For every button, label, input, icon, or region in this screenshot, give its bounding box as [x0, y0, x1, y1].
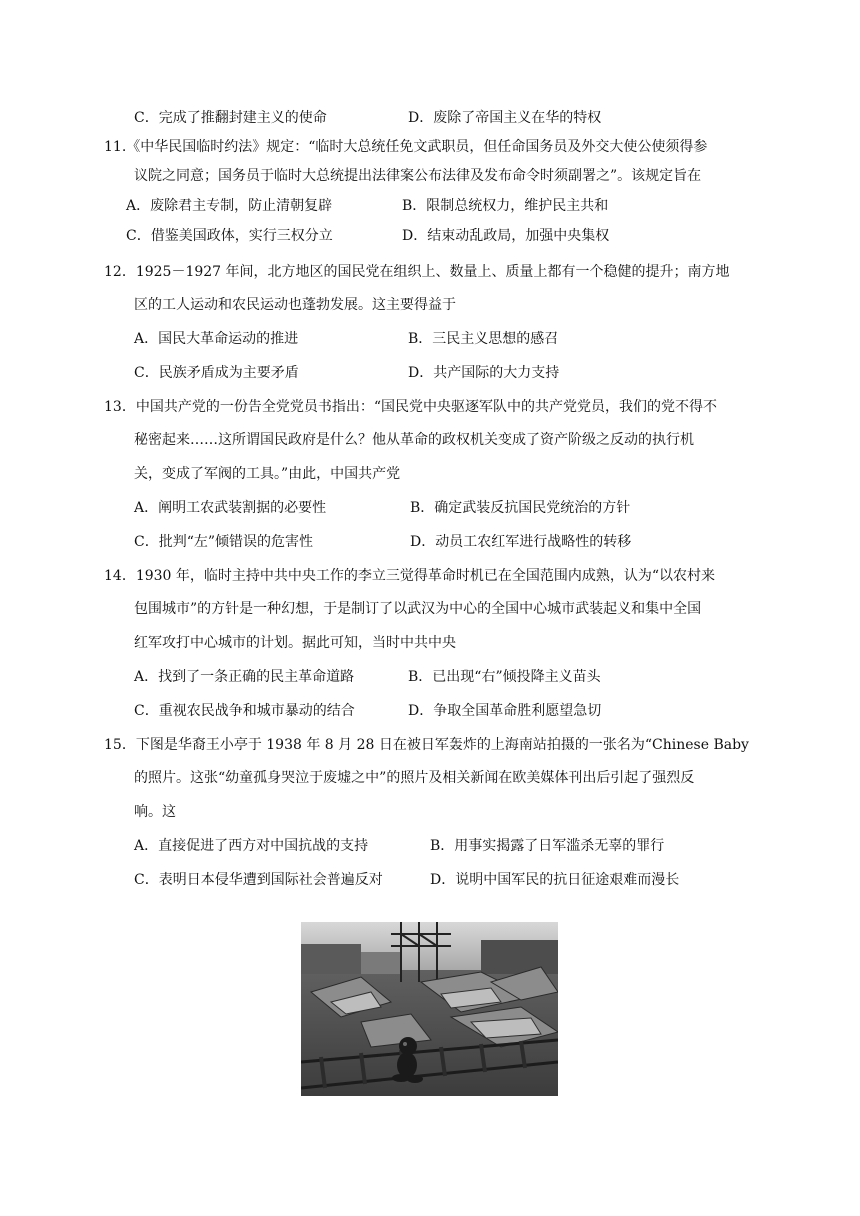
question-12-line-2: 区的工人运动和农民运动也蓬勃发展。这主要得益于 [134, 297, 456, 313]
question-11-line-1: 11.《中华民国临时约法》规定：“临时大总统任免文武职员，但任命国务员及外交大使公使须得参 [104, 139, 708, 155]
question-14-line-3: 红军攻打中心城市的计划。据此可知，当时中共中央 [134, 635, 456, 651]
option-d-q15: D．说明中国军民的抗日征途艰难而漫长 [430, 872, 680, 888]
option-c-q10: C．完成了推翻封建主义的使命 [134, 110, 327, 126]
question-11-line-2: 议院之同意；国务员于临时大总统提出法律案公布法律及发布命令时须副署之”。该规定旨在 [134, 168, 702, 184]
option-a-q13: A．阐明工农武装割据的必要性 [134, 500, 327, 516]
option-c-q12: C．民族矛盾成为主要矛盾 [134, 365, 299, 381]
option-d-q13: D．动员工农红军进行战略性的转移 [410, 534, 632, 550]
question-15-line-3: 响。这 [134, 804, 176, 820]
option-a-q14: A．找到了一条正确的民主革命道路 [134, 669, 355, 685]
question-13-line-1: 13．中国共产党的一份告全党党员书指出：“国民党中央驱逐军队中的共产党党员，我们的党不得不 [104, 399, 717, 415]
option-c-q14: C．重视农民战争和城市暴动的结合 [134, 703, 355, 719]
option-d-q14: D．争取全国革命胜利愿望急切 [408, 703, 602, 719]
option-a-q12: A．国民大革命运动的推进 [134, 331, 299, 347]
question-14-line-2: 包围城市”的方针是一种幻想，于是制订了以武汉为中心的全国中心城市武装起义和集中全国 [134, 601, 702, 617]
question-14-line-1: 14．1930 年，临时主持中共中央工作的李立三觉得革命时机已在全国范围内成熟，认为“以农村来 [104, 568, 716, 584]
option-d-q12: D．共产国际的大力支持 [408, 365, 560, 381]
question-15-line-2: 的照片。这张“幼童孤身哭泣于废墟之中”的照片及相关新闻在欧美媒体刊出后引起了强烈反 [134, 770, 695, 786]
option-b-q11: B．限制总统权力，维护民主共和 [402, 198, 609, 214]
question-13-line-2: 秘密起来……这所谓国民政府是什么？他从革命的政权机关变成了资产阶级之反动的执行机 [134, 432, 694, 448]
chinese-baby-photo [301, 922, 558, 1096]
option-b-q12: B．三民主义思想的感召 [408, 331, 559, 347]
option-c-q15: C．表明日本侵华遭到国际社会普遍反对 [134, 872, 383, 888]
option-d-q11: D．结束动乱政局，加强中央集权 [402, 228, 610, 244]
question-12-line-1: 12．1925－1927 年间，北方地区的国民党在组织上、数量上、质量上都有一个稳健的提升；南方地 [104, 264, 730, 280]
option-a-q15: A．直接促进了西方对中国抗战的支持 [134, 838, 369, 854]
option-c-q11: C．借鉴美国政体，实行三权分立 [126, 228, 333, 244]
option-b-q13: B．确定武装反抗国民党统治的方针 [410, 500, 631, 516]
option-d-q10: D．废除了帝国主义在华的特权 [408, 110, 602, 126]
option-c-q13: C．批判“左”倾错误的危害性 [134, 534, 314, 550]
option-a-q11: A．废除君主专制，防止清朝复辟 [126, 198, 333, 214]
option-b-q14: B．已出现“右”倾投降主义苗头 [408, 669, 601, 685]
question-15-line-1: 15．下图是华裔王小亭于 1938 年 8 月 28 日在被日军轰炸的上海南站拍摄的一张名为“Chinese Baby [104, 737, 749, 753]
question-13-line-3: 关，变成了军阀的工具。”由此，中国共产党 [134, 466, 401, 482]
option-b-q15: B．用事实揭露了日军滥杀无辜的罪行 [430, 838, 665, 854]
